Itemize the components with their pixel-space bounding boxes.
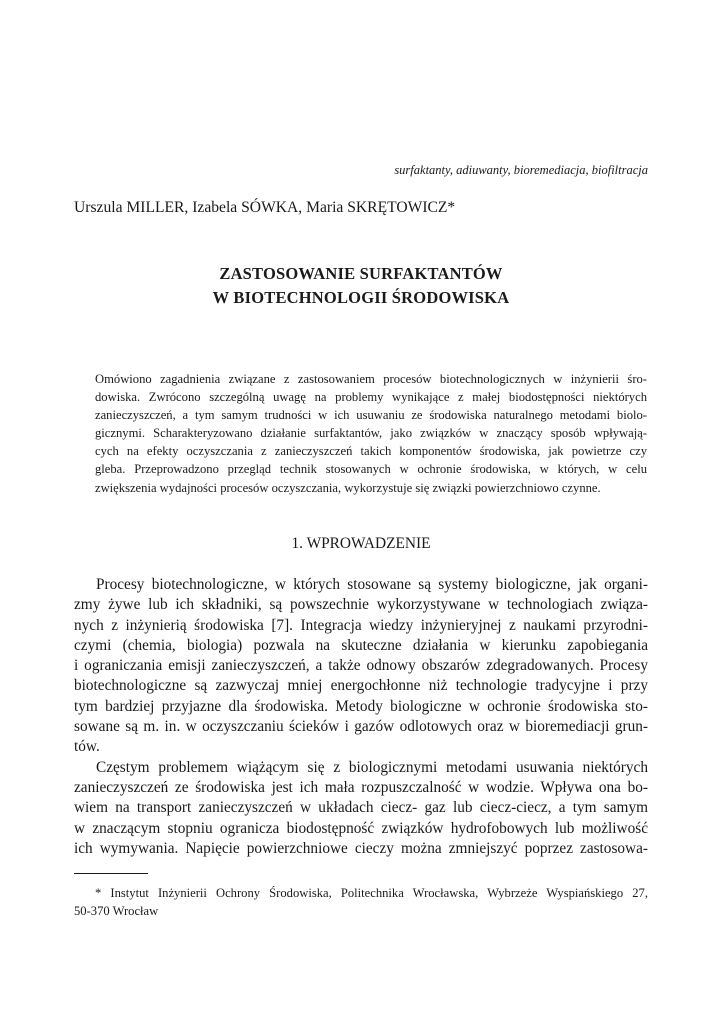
body-line: Procesy biotechnologiczne, w których stosowane są systemy biologiczne, jak organi- — [96, 576, 648, 593]
body-line: i ograniczania emisji zanieczyszczeń, a także odnowy obszarów zdegradowanych. Procesy — [74, 657, 648, 675]
body-line: tym bardziej przyjazne dla środowiska. Metody biologiczne w ochronie środowiska sto- — [74, 697, 648, 715]
footnote-line: 50-370 Wrocław — [74, 904, 159, 918]
body-line: w znaczącym stopniu ogranicza biodostępność związków hydrofobowych lub możliwość — [74, 819, 648, 837]
body-line: tów. — [74, 738, 100, 756]
abstract-line: gicznymi. Scharakteryzowano działanie surfaktantów, jako związków w znaczący sposób wpływają- — [95, 426, 647, 441]
abstract-line: cych na efekty oczyszczania z zanieczyszczeń takich komponentów środowiska, jak powietrze czy — [95, 444, 647, 459]
abstract — [95, 370, 647, 497]
section-heading: 1. WPROWADZENIE — [291, 535, 431, 552]
paper-title — [74, 262, 648, 310]
abstract-line: dowiska. Zwrócono szczególną uwagę na problemy wynikające z małej biodostępności niektórych — [95, 390, 647, 405]
footnote — [74, 884, 648, 920]
abstract-line: Omówiono zagadnienia związane z zastosowaniem procesów biotechnologicznych w inżynierii śro- — [95, 372, 647, 386]
paper-title-line-2: W BIOTECHNOLOGII ŚRODOWISKA — [212, 288, 510, 307]
body-line: sowane są m. in. w oczyszczaniu ścieków i gazów odlotowych oraz w bioremediacji grun- — [74, 718, 648, 736]
body-line: nych z inżynierią środowiska [7]. Integracja wiedzy inżynieryjnej z naukami przyrodni- — [74, 616, 648, 634]
abstract-line: zwiększenia wydajności procesów oczyszczania, wykorzystuje się związki powierzchniowo czynne. — [95, 480, 601, 495]
body-text — [74, 575, 648, 859]
body-line: ich wymywania. Napięcie powierzchniowe cieczy można zmniejszyć poprzez zastosowa- — [74, 839, 648, 857]
body-line: biotechnologiczne są zazwyczaj mniej energochłonne niż technologie tradycyjne i przy — [74, 677, 648, 695]
body-line: wiem na transport zanieczyszczeń w układach ciecz- gaz lub ciecz-ciecz, a tym samym — [74, 799, 648, 817]
body-line: zanieczyszczeń ze środowiska jest ich mała rozpuszczalność w wodzie. Wpływa ona bo- — [74, 778, 648, 796]
body-line: czymi (chemia, biologia) pozwala na skuteczne działania w kierunku zapobiegania — [74, 636, 648, 654]
authors: Urszula MILLER, Izabela SÓWKA, Maria SKRĘTOWICZ* — [74, 199, 456, 216]
footnote-divider — [74, 873, 148, 874]
body-line: Częstym problemem wiążącym się z biologicznymi metodami usuwania niektórych — [96, 758, 648, 776]
abstract-line: zanieczyszczeń, a tym samym trudności w ich usuwaniu ze środowiska naturalnego metodami biolo- — [95, 408, 647, 423]
footnote-line: * Instytut Inżynierii Ochrony Środowiska, Politechnika Wrocławska, Wybrzeże Wyspiańskiego 27, — [95, 886, 648, 900]
body-line: zmy żywe lub ich składniki, są powszechnie wykorzystywane w technologiach związa- — [74, 596, 648, 614]
abstract-line: gleba. Przeprowadzono przegląd technik stosowanych w ochronie środowiska, w których, w celu — [95, 462, 647, 477]
paper-title-line-1: ZASTOSOWANIE SURFAKTANTÓW — [219, 264, 503, 283]
keywords: surfaktanty, adiuwanty, bioremediacja, biofiltracja — [394, 163, 648, 177]
